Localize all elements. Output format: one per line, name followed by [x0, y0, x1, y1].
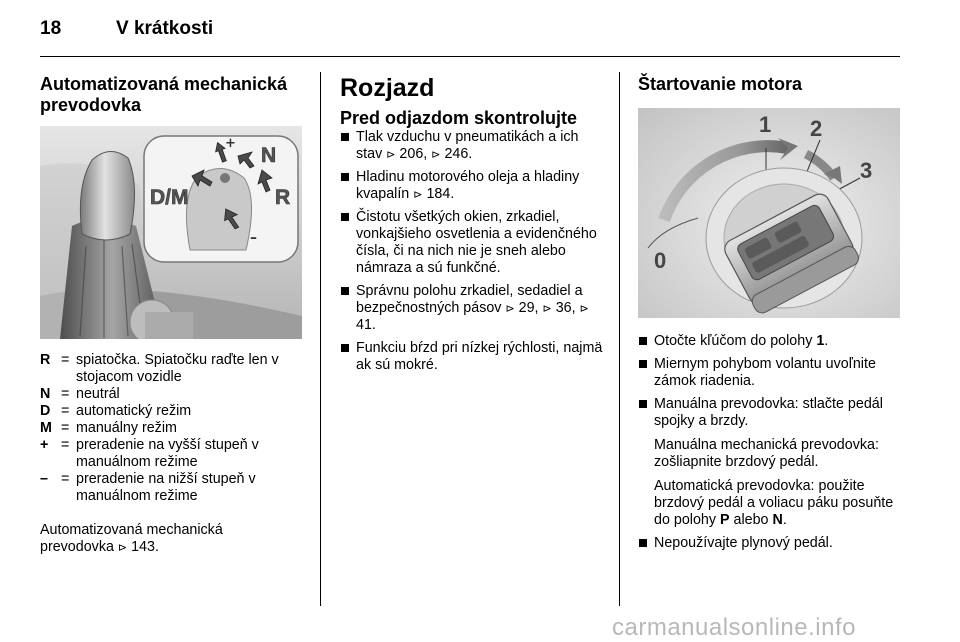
page-ref-arrow: ⊳	[386, 148, 396, 161]
header-rule	[40, 56, 900, 57]
position-3-label: 3	[860, 158, 873, 183]
start-off-heading: Rozjazd	[340, 74, 435, 102]
check-windows: Čistotu všetkých okien, zrkadiel, vonkajšieho osvetlenia a evidenčného čísla, či na nich nie je sneh alebo námraza a sú funkčné.	[340, 209, 608, 277]
position-1-label: 1	[759, 112, 772, 137]
def-row-manual: M = manuálny režim	[40, 420, 177, 436]
def-row-reverse: R = spiatočka. Spiatočku raďte len v stojacom vozidle	[40, 352, 279, 385]
check-mirrors-seats: Správnu polohu zrkadiel, sedadiel a bezpečnostných pásov ⊳ 29, ⊳ 36, ⊳ 41.	[340, 283, 608, 334]
gear-selector-illustration	[40, 126, 302, 339]
reverse-label: R	[275, 186, 291, 209]
def-row-drive: D = automatický režim	[40, 403, 192, 419]
gear-selector-figure	[40, 126, 302, 339]
step-manual-gearbox: Manuálna prevodovka: stlačte pedál spojky a brzdy.	[638, 396, 900, 430]
engine-start-steps	[638, 333, 900, 558]
check-tyres: Tlak vzduchu v pneumatikách a ich stav ⊳ 206, ⊳ 246.	[340, 129, 608, 163]
note-automatic: Automatická prevodovka: použite brzdový pedál a voliacu páku posuňte do polohy P alebo N.	[654, 478, 894, 528]
page-ref-arrow: ⊳	[413, 188, 423, 201]
neutral-label: N	[261, 144, 277, 167]
check-brakes: Funkciu bŕzd pri nízkej rýchlosti, najmä ak sú mokré.	[340, 340, 608, 374]
def-row-neutral: N = neutrál	[40, 386, 120, 402]
dm-label: D/M	[150, 186, 189, 209]
engine-start-list-end	[638, 535, 900, 552]
ignition-figure	[638, 108, 900, 318]
gear-definitions	[40, 352, 315, 556]
page-ref-arrow: ⊳	[431, 148, 441, 161]
engine-start-list	[638, 333, 900, 430]
watermark: carmanualsonline.info	[612, 614, 856, 641]
def-row-downshift: – = preradenie na nižší stupeň v manuálnom režime	[40, 471, 256, 504]
ignition-key-illustration	[638, 108, 900, 318]
column-engine-start	[638, 74, 900, 95]
page-ref-arrow: ⊳	[505, 302, 515, 315]
transmission-heading: Automatizovaná mechanická prevodovka	[40, 74, 288, 115]
step-release-steering: Miernym pohybom volantu uvoľnite zámok riadenia.	[638, 356, 900, 390]
page-number: 18	[40, 18, 62, 39]
transmission-reference: Automatizovaná mechanická prevodovka ⊳ 143.	[40, 522, 223, 555]
def-row-upshift: + = preradenie na vyšší stupeň v manuálnom režime	[40, 437, 259, 470]
step-no-accelerator: Nepoužívajte plynový pedál.	[638, 535, 900, 552]
checklist	[340, 129, 608, 374]
gear-definitions-table	[40, 352, 315, 505]
page-header	[40, 18, 213, 40]
note-automated-manual: Manuálna mechanická prevodovka: zošliapnite brzdový pedál.	[654, 437, 879, 470]
page-ref-arrow: ⊳	[579, 302, 589, 315]
checklist-heading: Pred odjazdom skontrolujte	[340, 108, 578, 128]
position-0-label: 0	[654, 248, 667, 273]
column-divider-1	[320, 72, 321, 606]
engine-start-heading: Štartovanie motora	[638, 74, 803, 94]
check-fluids: Hladinu motorového oleja a hladiny kvapalín ⊳ 184.	[340, 169, 608, 203]
position-2-label: 2	[810, 116, 823, 141]
section-title: V krátkosti	[116, 18, 214, 39]
column-divider-2	[619, 72, 620, 606]
column-start-off	[340, 74, 608, 380]
minus-marker: –	[250, 230, 257, 246]
plus-marker: +	[225, 136, 236, 151]
page-ref-arrow: ⊳	[542, 302, 552, 315]
page-ref-arrow: ⊳	[117, 541, 128, 554]
step-turn-key: Otočte kľúčom do polohy 1.	[638, 333, 900, 350]
column-transmission	[40, 74, 308, 116]
